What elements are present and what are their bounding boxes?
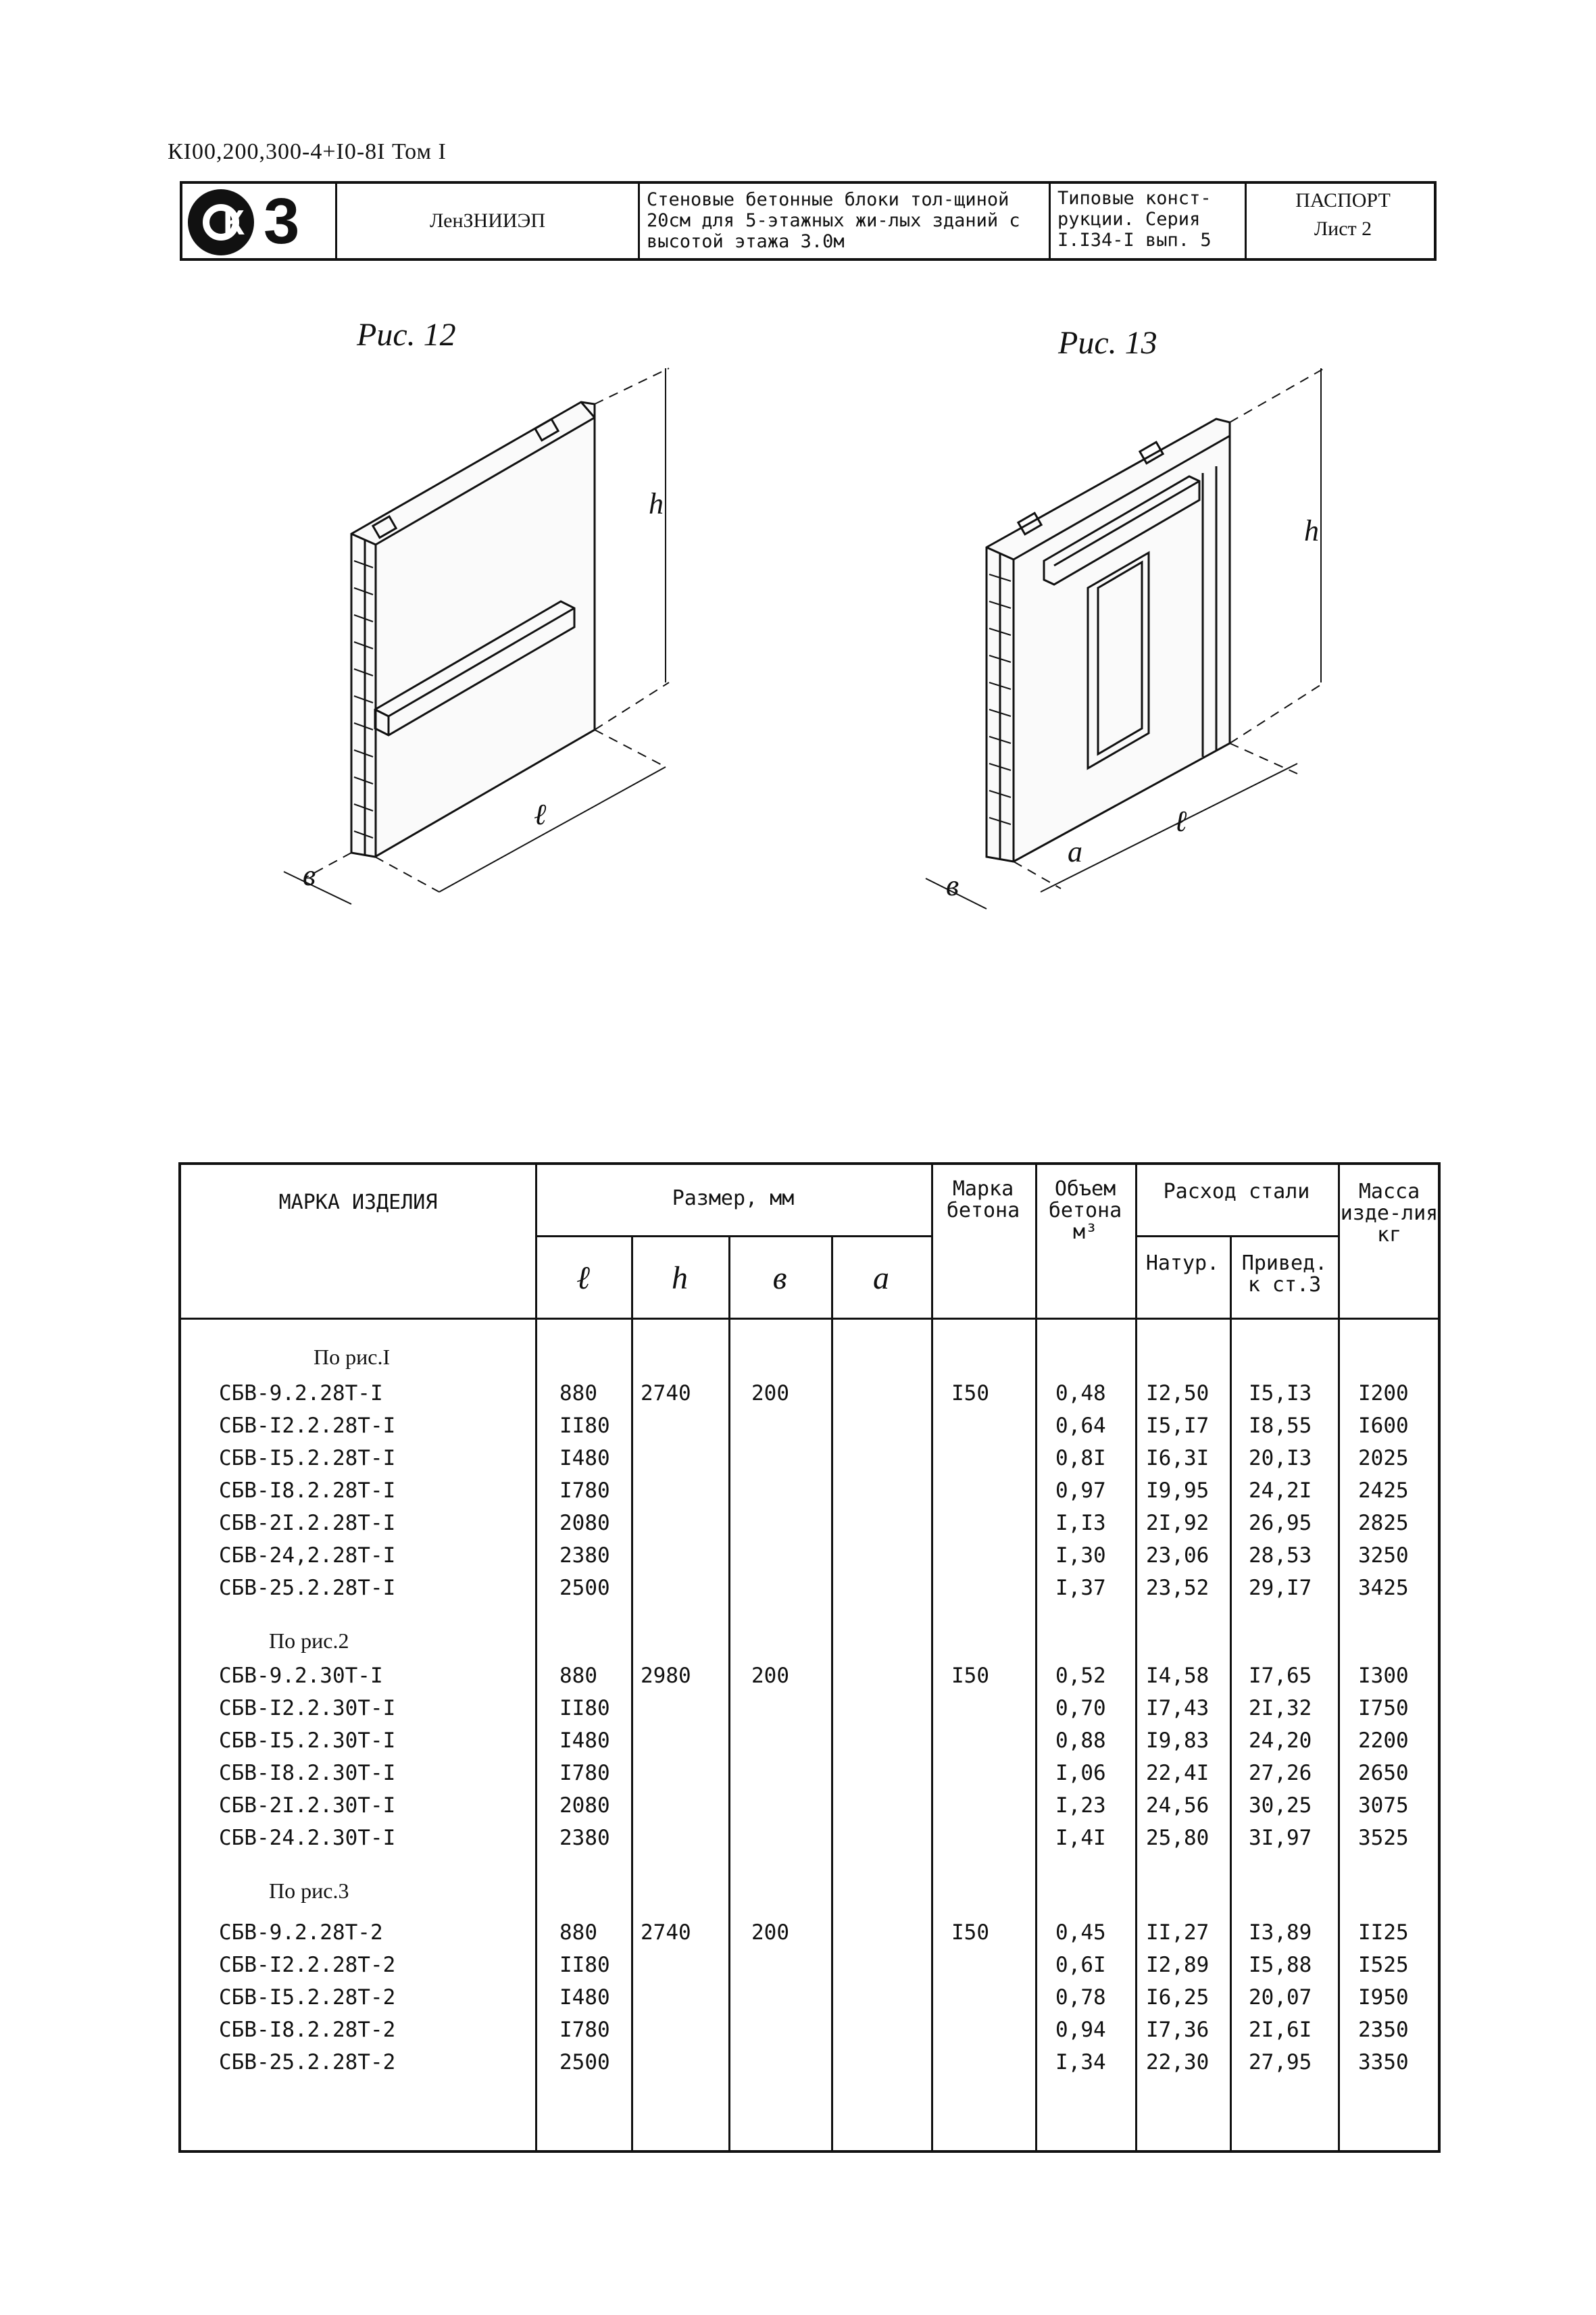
fig13-dim-l: ℓ xyxy=(1174,805,1187,838)
header-concrete-volume: Объем бетона м³ xyxy=(1048,1177,1122,1244)
cell-mark: СБВ-I8.2.28Т-I xyxy=(219,1478,396,1503)
table-row xyxy=(181,1574,1438,1607)
header-concrete-grade: Марка бетона xyxy=(946,1177,1020,1222)
table-row xyxy=(181,1824,1438,1857)
cell-mass: 2825 xyxy=(1358,1511,1409,1535)
cell-mass: 3525 xyxy=(1358,1826,1409,1850)
cell-mark: СБВ-24,2.28Т-I xyxy=(219,1543,396,1568)
cell-steel-red: 28,53 xyxy=(1249,1543,1312,1568)
cell-mark: СБВ-I5.2.28Т-I xyxy=(219,1446,396,1470)
cell-steel-red: 2I,32 xyxy=(1249,1696,1312,1720)
table-row xyxy=(181,1760,1438,1792)
cell-volume: I,37 xyxy=(1055,1576,1106,1600)
passport-title: ПАСПОРТ xyxy=(1295,189,1391,211)
cell-l: I780 xyxy=(559,1478,610,1503)
cell-steel-nat: I4,58 xyxy=(1146,1664,1210,1688)
cell-mass: I600 xyxy=(1358,1414,1409,1438)
cell-steel-red: I5,I3 xyxy=(1249,1381,1312,1405)
cell-mark: СБВ-I2.2.28Т-2 xyxy=(219,1953,396,1977)
cell-mark: СБВ-25.2.28Т-I xyxy=(219,1576,396,1600)
cell-volume: 0,6I xyxy=(1055,1953,1106,1977)
cell-l: I780 xyxy=(559,1761,610,1785)
header-steel-reduced: Привед. к ст.3 xyxy=(1241,1251,1328,1297)
fig13-dim-b: в xyxy=(946,869,959,902)
figure-12-label: Рис. 12 xyxy=(357,317,456,353)
series-text: Типовые конст-рукции. Серия I.I34-I вып. 5 xyxy=(1057,188,1212,251)
cell-mass: 3425 xyxy=(1358,1576,1409,1600)
logo-digit: 3 xyxy=(264,185,300,257)
cell-mark: СБВ-I2.2.30Т-I xyxy=(219,1696,396,1720)
cell-steel-red: 20,I3 xyxy=(1249,1446,1312,1470)
cell-l: 880 xyxy=(559,1664,597,1688)
cell-l: I780 xyxy=(559,2018,610,2042)
sheet-number: Лист 2 xyxy=(1314,218,1372,240)
header-steel: Расход стали xyxy=(1163,1180,1310,1203)
header-steel-natural: Натур. xyxy=(1145,1251,1220,1275)
cell-steel-red: 20,07 xyxy=(1249,1985,1312,2010)
group-b: 200 xyxy=(751,1381,789,1405)
header-l: ℓ xyxy=(576,1260,590,1296)
cell-steel-nat: I7,36 xyxy=(1146,2018,1210,2042)
group-grade: I50 xyxy=(951,1381,989,1405)
cell-l: I480 xyxy=(559,1728,610,1753)
group-h: 2740 xyxy=(641,1920,691,1945)
cell-l: I480 xyxy=(559,1446,610,1470)
cell-steel-red: 29,I7 xyxy=(1249,1576,1312,1600)
table-row xyxy=(181,1542,1438,1574)
header-mark: МАРКА ИЗДЕЛИЯ xyxy=(278,1191,438,1214)
cell-steel-nat: I6,25 xyxy=(1146,1985,1210,2010)
cell-steel-nat: II,27 xyxy=(1146,1920,1210,1945)
document-code: КI00,200,300-4+I0-8I Том I xyxy=(168,139,447,164)
cell-mass: 2025 xyxy=(1358,1446,1409,1470)
fig13-dim-a: a xyxy=(1068,835,1082,868)
cell-steel-red: 30,25 xyxy=(1249,1793,1312,1818)
fig12-dim-b: в xyxy=(303,859,316,892)
cell-mass: I525 xyxy=(1358,1953,1409,1977)
cell-volume: I,4I xyxy=(1055,1826,1106,1850)
cell-mark: СБВ-I2.2.28Т-I xyxy=(219,1414,396,1438)
cell-l: 2080 xyxy=(559,1511,610,1535)
cell-steel-red: I3,89 xyxy=(1249,1920,1312,1945)
panel-drawing-fig12 xyxy=(351,402,595,857)
header-mass: Масса изде-лия кг xyxy=(1340,1180,1439,1247)
cell-mass: I200 xyxy=(1358,1381,1409,1405)
cell-volume: 0,88 xyxy=(1055,1728,1106,1753)
cell-volume: 0,94 xyxy=(1055,2018,1106,2042)
cell-steel-nat: 22,4I xyxy=(1146,1761,1210,1785)
cell-steel-nat: 25,80 xyxy=(1146,1826,1210,1850)
cell-steel-nat: I9,83 xyxy=(1146,1728,1210,1753)
cell-volume: 0,52 xyxy=(1055,1664,1106,1688)
cell-steel-nat: 2I,92 xyxy=(1146,1511,1210,1535)
cell-steel-nat: I9,95 xyxy=(1146,1478,1210,1503)
cell-mark: СБВ-24.2.30Т-I xyxy=(219,1826,396,1850)
group-grade: I50 xyxy=(951,1920,989,1945)
logo-emblem-icon: К xyxy=(188,189,254,255)
header-b: в xyxy=(772,1260,787,1296)
cell-volume: 0,8I xyxy=(1055,1446,1106,1470)
cell-steel-red: 24,2I xyxy=(1249,1478,1312,1503)
subject-text: Стеновые бетонные блоки тол-щиной 20см для 5-этажных жи-лых зданий с высотой этажа 3.0м xyxy=(647,189,1020,252)
cell-steel-red: I5,88 xyxy=(1249,1953,1312,1977)
table-row xyxy=(181,1919,1438,1951)
table-row xyxy=(181,1445,1438,1477)
figure-13-label: Рис. 13 xyxy=(1058,325,1157,361)
cell-l: 880 xyxy=(559,1381,597,1405)
table-row xyxy=(181,2016,1438,2049)
cell-volume: 0,64 xyxy=(1055,1414,1106,1438)
cell-volume: I,30 xyxy=(1055,1543,1106,1568)
cell-steel-red: 3I,97 xyxy=(1249,1826,1312,1850)
cell-volume: 0,97 xyxy=(1055,1478,1106,1503)
cell-mass: I750 xyxy=(1358,1696,1409,1720)
cell-mass: I300 xyxy=(1358,1664,1409,1688)
cell-mass: I950 xyxy=(1358,1985,1409,2010)
cell-l: II80 xyxy=(559,1696,610,1720)
cell-mass: 3075 xyxy=(1358,1793,1409,1818)
group-grade: I50 xyxy=(951,1664,989,1688)
cell-l: II80 xyxy=(559,1414,610,1438)
cell-mark: СБВ-I5.2.30Т-I xyxy=(219,1728,396,1753)
table-row xyxy=(181,2049,1438,2081)
table-row xyxy=(181,1662,1438,1695)
cell-mark: СБВ-9.2.28Т-2 xyxy=(219,1920,383,1945)
header-h: h xyxy=(672,1260,688,1296)
header-size: Размер, мм xyxy=(672,1187,795,1210)
cell-mark: СБВ-2I.2.28Т-I xyxy=(219,1511,396,1535)
cell-volume: I,I3 xyxy=(1055,1511,1106,1535)
cell-steel-red: 27,95 xyxy=(1249,2050,1312,2074)
cell-volume: I,34 xyxy=(1055,2050,1106,2074)
cell-steel-nat: I5,I7 xyxy=(1146,1414,1210,1438)
cell-mark: СБВ-I5.2.28Т-2 xyxy=(219,1985,396,2010)
cell-l: 2380 xyxy=(559,1543,610,1568)
cell-l: 2500 xyxy=(559,2050,610,2074)
cell-steel-nat: 22,30 xyxy=(1146,2050,1210,2074)
group-title: По рис.3 xyxy=(269,1878,349,1903)
table-row xyxy=(181,1727,1438,1760)
panel-drawing-fig13 xyxy=(987,419,1230,862)
cell-steel-nat: I2,89 xyxy=(1146,1953,1210,1977)
cell-mass: 2350 xyxy=(1358,2018,1409,2042)
cell-volume: 0,78 xyxy=(1055,1985,1106,2010)
cell-steel-nat: I7,43 xyxy=(1146,1696,1210,1720)
header-a: a xyxy=(873,1260,889,1296)
cell-steel-red: I8,55 xyxy=(1249,1414,1312,1438)
cell-mark: СБВ-I8.2.28Т-2 xyxy=(219,2018,396,2042)
table-row xyxy=(181,1792,1438,1824)
cell-l: II80 xyxy=(559,1953,610,1977)
cell-mass: 2650 xyxy=(1358,1761,1409,1785)
table-row xyxy=(181,1477,1438,1510)
cell-mass: 2200 xyxy=(1358,1728,1409,1753)
cell-l: 2080 xyxy=(559,1793,610,1818)
cell-volume: 0,45 xyxy=(1055,1920,1106,1945)
cell-steel-red: 24,20 xyxy=(1249,1728,1312,1753)
cell-steel-nat: 24,56 xyxy=(1146,1793,1210,1818)
fig12-dim-l: ℓ xyxy=(534,798,547,831)
cell-l: 880 xyxy=(559,1920,597,1945)
cell-mark: СБВ-25.2.28Т-2 xyxy=(219,2050,396,2074)
table-row xyxy=(181,1695,1438,1727)
fig13-dim-h: h xyxy=(1304,514,1319,547)
specification-table xyxy=(178,1162,1441,2153)
cell-l: 2380 xyxy=(559,1826,610,1850)
group-h: 2740 xyxy=(641,1381,691,1405)
cell-volume: 0,48 xyxy=(1055,1381,1106,1405)
table-row xyxy=(181,1380,1438,1412)
group-b: 200 xyxy=(751,1920,789,1945)
cell-steel-red: 2I,6I xyxy=(1249,2018,1312,2042)
cell-steel-red: 26,95 xyxy=(1249,1511,1312,1535)
group-b: 200 xyxy=(751,1664,789,1688)
cell-steel-red: I7,65 xyxy=(1249,1664,1312,1688)
organization-name: ЛенЗНИИЭП xyxy=(429,209,545,232)
table-row xyxy=(181,1984,1438,2016)
cell-mass: 2425 xyxy=(1358,1478,1409,1503)
cell-mass: 3250 xyxy=(1358,1543,1409,1568)
cell-l: I480 xyxy=(559,1985,610,2010)
cell-mark: СБВ-2I.2.30Т-I xyxy=(219,1793,396,1818)
cell-mark: СБВ-I8.2.30Т-I xyxy=(219,1761,396,1785)
cell-volume: 0,70 xyxy=(1055,1696,1106,1720)
cell-mark: СБВ-9.2.28Т-I xyxy=(219,1381,383,1405)
cell-mass: 3350 xyxy=(1358,2050,1409,2074)
group-h: 2980 xyxy=(641,1664,691,1688)
group-title: По рис.2 xyxy=(269,1628,349,1653)
cell-mass: II25 xyxy=(1358,1920,1409,1945)
group-title: По рис.I xyxy=(314,1345,391,1369)
cell-l: 2500 xyxy=(559,1576,610,1600)
cell-volume: I,23 xyxy=(1055,1793,1106,1818)
cell-steel-nat: 23,06 xyxy=(1146,1543,1210,1568)
isometric-drawings xyxy=(0,0,1596,1014)
cell-steel-nat: I2,50 xyxy=(1146,1381,1210,1405)
cell-steel-red: 27,26 xyxy=(1249,1761,1312,1785)
cell-steel-nat: 23,52 xyxy=(1146,1576,1210,1600)
cell-volume: I,06 xyxy=(1055,1761,1106,1785)
table-row xyxy=(181,1412,1438,1445)
cell-steel-nat: I6,3I xyxy=(1146,1446,1210,1470)
table-row xyxy=(181,1510,1438,1542)
cell-mark: СБВ-9.2.30Т-I xyxy=(219,1664,383,1688)
table-row xyxy=(181,1951,1438,1984)
fig12-dim-h: h xyxy=(649,487,664,520)
